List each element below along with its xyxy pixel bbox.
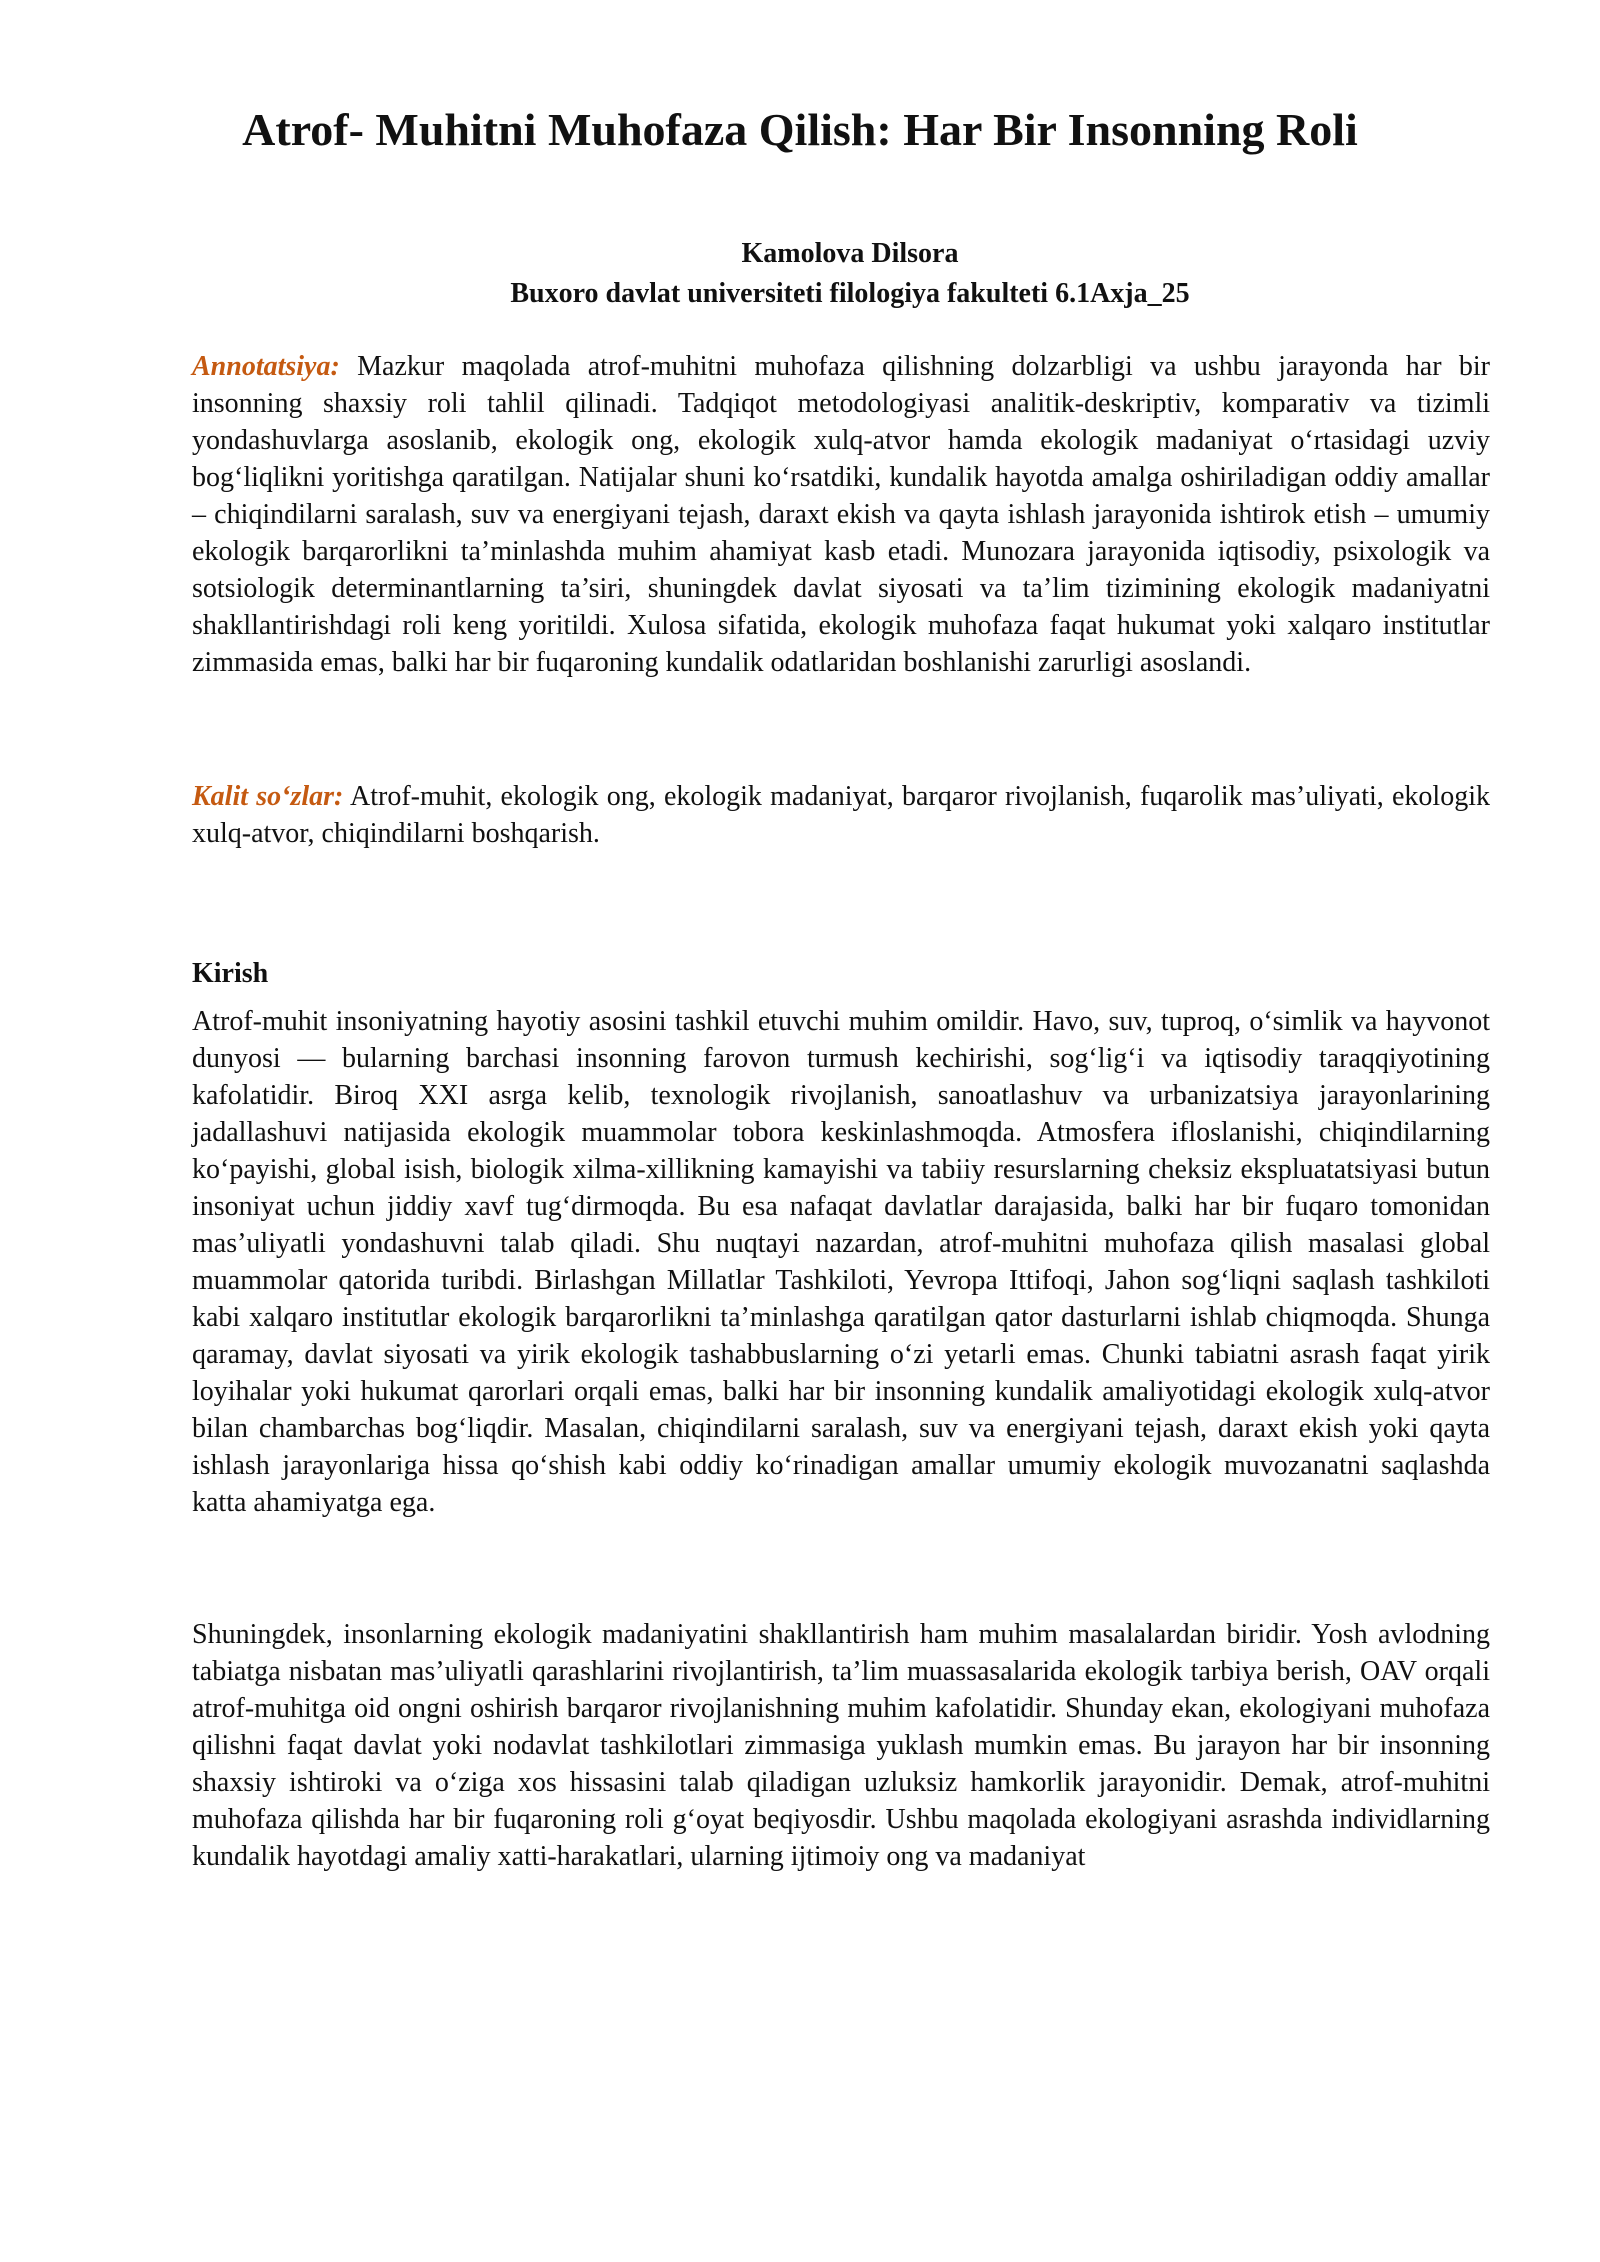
- keywords-text: Atrof-muhit, ekologik ong, ekologik madaniyat, barqaror rivojlanish, fuqarolik mas’uliyati, ekologik xulq-atvor, chiqindilarni boshqarish.: [192, 781, 1490, 849]
- author-block: [0, 234, 1600, 314]
- paper-title: Atrof- Muhitni Muhofaza Qilish: Har Bir Insonning Roli: [242, 104, 1358, 155]
- abstract-label: Annotatsiya:: [192, 351, 340, 382]
- abstract-text: Mazkur maqolada atrof-muhitni muhofaza qilishning dolzarbligi va ushbu jarayonda har bir insonning shaxsiy roli tahlil qilinadi. Tadqiqot metodologiyasi analitik-deskriptiv, komparativ va tizimli yondashuvlarga asoslanib, ekologik ong, ekologik xulq-atvor hamda ekologik madaniyat o‘rtasidagi uzviy bog‘liqlikni yoritishga qaratilgan. Natijalar shuni ko‘rsatdiki, kundalik hayotda amalga oshiriladigan oddiy amallar – chiqindilarni saralash, suv va energiyani tejash, daraxt ekish va qayta ishlash jarayonida ishtirok etish – umumiy ekologik barqarorlikni ta’minlashda muhim ahamiyat kasb etadi. Munozara jarayonida iqtisodiy, psixologik va sotsiologik determinantlarning ta’siri, shuningdek davlat siyosati va ta’lim tizimining ekologik madaniyatni shakllantirishdagi roli keng yoritildi. Xulosa sifatida, ekologik muhofaza faqat hukumat yoki xalqaro institutlar zimmasida emas, balki har bir fuqaroning kundalik odatlaridan boshlanishi zarurligi asoslandi.: [192, 351, 1491, 678]
- intro-paragraph-2: Shuningdek, insonlarning ekologik madaniyatini shakllantirish ham muhim masalalardan biridir. Yosh avlodning tabiatga nisbatan mas’uliyatli qarashlarini rivojlantirish, ta’lim muassasalarida ekologik tarbiya berish, OAV orqali atrof-muhitga oid ongni oshirish barqaror rivojlanishning muhim kafolatidir. Shunday ekan, ekologiyani muhofaza qilishni faqat davlat yoki nodavlat tashkilotlari zimmasiga yuklash mumkin emas. Bu jarayon har bir insonning shaxsiy ishtiroki va o‘ziga xos hissasini talab qiladigan uzluksiz hamkorlik jarayonidir. Demak, atrof-muhitni muhofaza qilishda har bir fuqaroning roli g‘oyat beqiyosdir. Ushbu maqolada ekologiyani asrashda individlarning kundalik hayotdagi amaliy xatti-harakatlari, ularning ijtimoiy ong va madaniyat: [192, 1619, 1490, 1872]
- keywords-label: Kalit so‘zlar:: [192, 781, 344, 812]
- abstract-paragraph: [192, 348, 1490, 681]
- section-heading-intro: Kirish: [192, 958, 269, 989]
- intro-paragraph-1: Atrof-muhit insoniyatning hayotiy asosini tashkil etuvchi muhim omildir. Havo, suv, tuproq, o‘simlik va hayvonot dunyosi — bularning barchasi insonning farovon turmush kechirishi, sog‘lig‘i va iqtisodiy taraqqiyotining kafolatidir. Biroq XXI asrga kelib, texnologik rivojlanish, sanoatlashuv va urbanizatsiya jarayonlarining jadallashuvi natijasida ekologik muammolar tobora keskinlashmoqda. Atmosfera ifloslanishi, chiqindilarning ko‘payishi, global isish, biologik xilma-xillikning kamayishi va tabiiy resurslarning cheksiz ekspluatatsiyasi butun insoniyat uchun jiddiy xavf tug‘dirmoqda. Bu esa nafaqat davlatlar darajasida, balki har bir fuqaro tomonidan mas’uliyatli yondashuvni talab qiladi. Shu nuqtayi nazardan, atrof-muhitni muhofaza qilish masalasi global muammolar qatorida turibdi. Birlashgan Millatlar Tashkiloti, Yevropa Ittifoqi, Jahon sog‘liqni saqlash tashkiloti kabi xalqaro institutlar ekologik barqarorlikni ta’minlashga qaratilgan qator dasturlarni ishlab chiqmoqda. Shunga qaramay, davlat siyosati va yirik ekologik tashabbuslarning o‘zi yetarli emas. Chunki tabiatni asrash faqat yirik loyihalar yoki hukumat qarorlari orqali emas, balki har bir insonning kundalik amaliyotidagi ekologik xulq-atvor bilan chambarchas bog‘liqdir. Masalan, chiqindilarni saralash, suv va energiyani tejash, daraxt ekish yoki qayta ishlash jarayonlariga hissa qo‘shish kabi oddiy ko‘rinadigan amallar umumiy ekologik muvozanatni saqlashda katta ahamiyatga ega.: [192, 1006, 1490, 1518]
- author-name: Kamolova Dilsora: [741, 238, 959, 269]
- author-affiliation: Buxoro davlat universiteti filologiya fakulteti 6.1Axja_25: [510, 278, 1190, 309]
- keywords-paragraph: [192, 778, 1490, 852]
